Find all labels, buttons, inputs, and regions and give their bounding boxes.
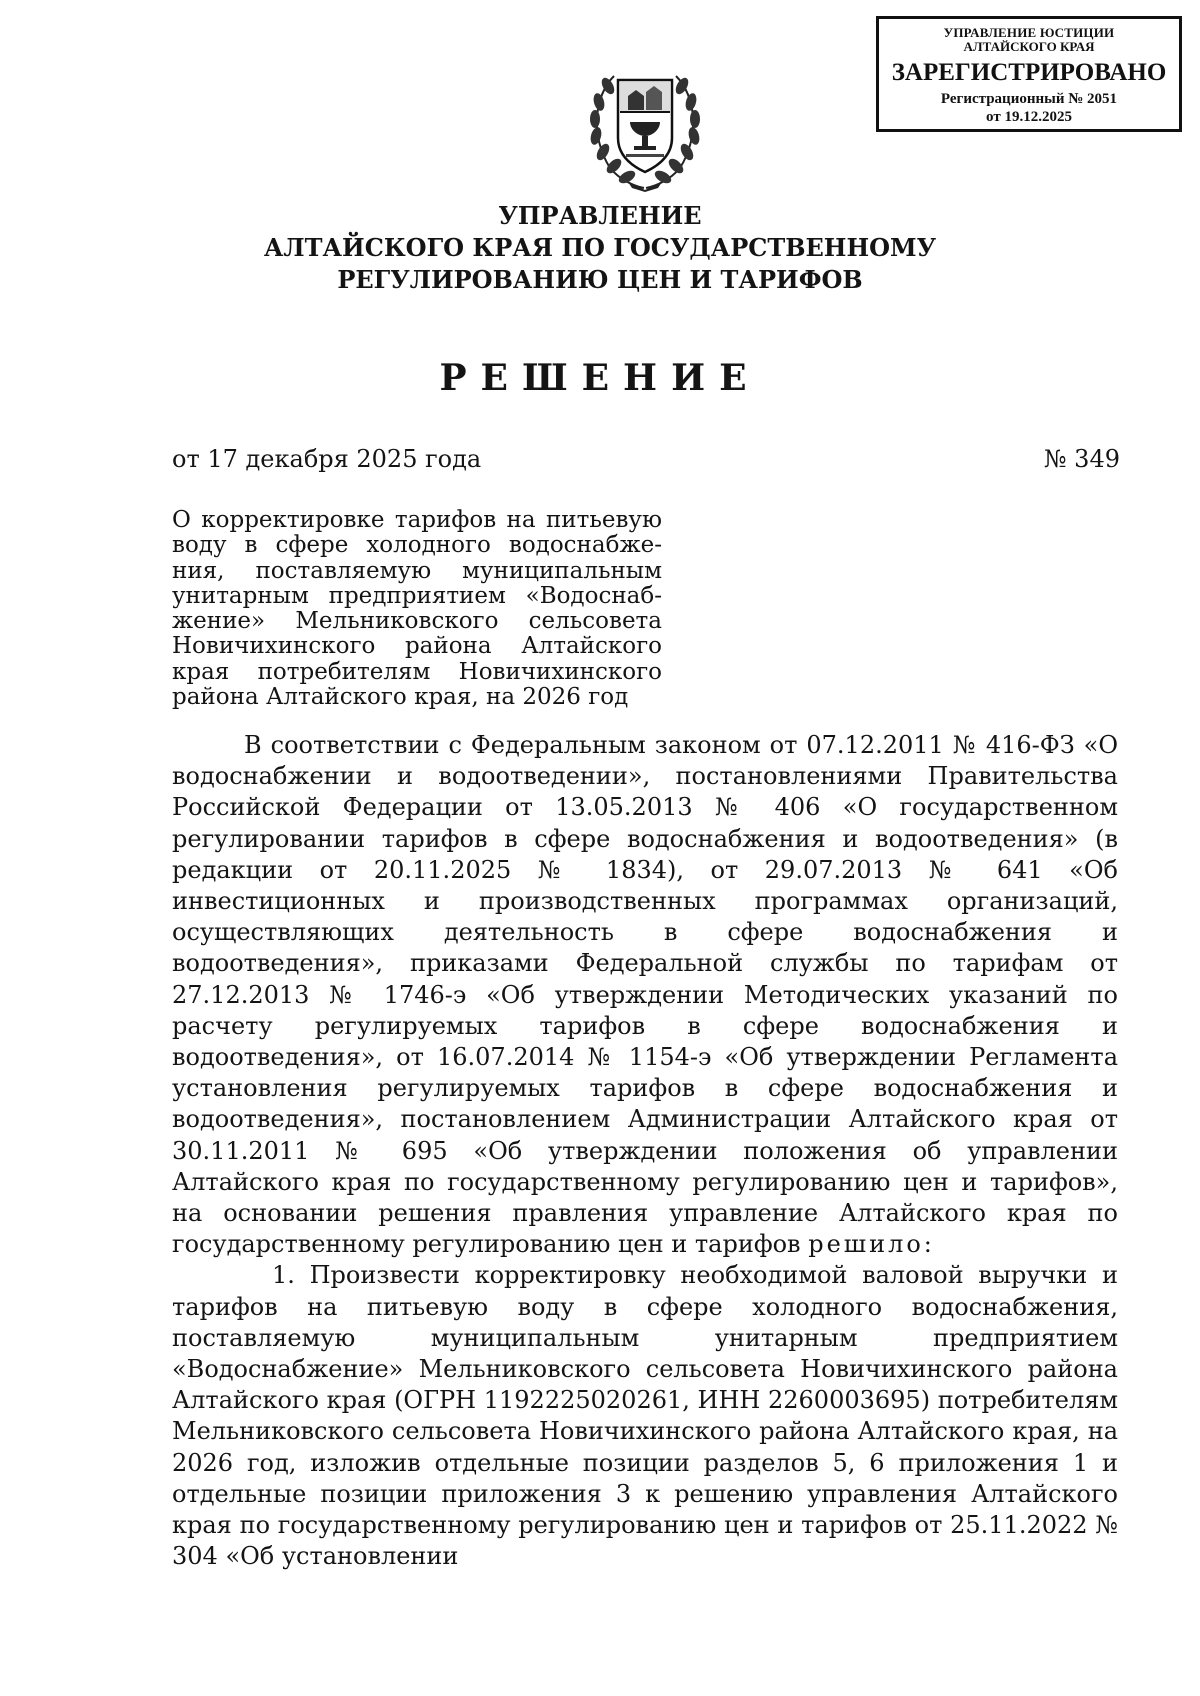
authority-line2: АЛТАЙСКОГО КРАЯ ПО ГОСУДАРСТВЕННОМУ bbox=[263, 233, 937, 262]
authority-line3: РЕГУЛИРОВАНИЮ ЦЕН И ТАРИФОВ bbox=[337, 265, 863, 294]
preamble-text: В соответствии с Федеральным законом от 07.12.2011 № 416-ФЗ «О водоснабжении и водоотведении», постановлениями Правительства Российской Федерации от 13.05.2013 № 406 «О государственном регулировании тарифов в сфере водоснабжения и водоотведения» (в редакции от 20.11.2025 № 1834), от 29.07.2013 № 641 «Об инвестиционных и производственных программах организаций, осуществляющих деятельность в сфере водоснабжения и водоотведения», приказами Федеральной службы по тарифам от 27.12.2013 № 1746-э «Об утверждении Методических указаний по расчету регулируемых тарифов в сфере водоснабжения и водоотведения», от 16.07.2014 № 1154-э «Об утверждении Регламента установления регулируемых тарифов в сфере водоснабжения и водоотведения», постановлением Администрации Алтайского края от 30.11.2011 № 695 «Об утверждении положения об управлении Алтайского края по государственному регулированию цен и тарифов», на основании решения правления управление Алтайского края по государственному регулированию цен и тарифов bbox=[172, 731, 1118, 1259]
stamp-authority-line1: УПРАВЛЕНИЕ ЮСТИЦИИ bbox=[943, 25, 1115, 40]
stamp-registration-number: Регистрационный № 2051 bbox=[940, 91, 1118, 107]
stamp-registration-date: от 19.12.2025 bbox=[986, 109, 1072, 125]
preamble-paragraph bbox=[172, 730, 1118, 1260]
document-title: РЕШЕНИЕ bbox=[439, 357, 761, 399]
authority-heading bbox=[200, 200, 1000, 296]
authority-line1: УПРАВЛЕНИЕ bbox=[498, 201, 702, 230]
item-1-paragraph: 1. Произвести корректировку необходимой валовой выручки и тарифов на питьевую воду в сфере холодного водоснабжения, поставляемую муниципальным унитарным предприятием «Водоснабжение» Мельниковского сельсовета Новичихинского района Алтайского края (ОГРН 1192225020261, ИНН 2260003695) потребителям Мельниковского сельсовета Новичихинского района Алтайского края, на 2026 год, изложив отдельные позиции разделов 5, 6 приложения 1 и отдельные позиции приложения 3 к решению управления Алтайского края по государственному регулированию цен и тарифов от 25.11.2022 № 304 «Об установлении bbox=[172, 1261, 1118, 1571]
stamp-status: ЗАРЕГИСТРИРОВАНО bbox=[891, 59, 1167, 86]
altai-krai-coat-of-arms-icon bbox=[584, 56, 706, 192]
date-number-line bbox=[172, 442, 1120, 476]
document-date: от 17 декабря 2025 года bbox=[172, 445, 482, 473]
registration-stamp bbox=[876, 16, 1182, 132]
document-subject: О корректировке тарифов на питьевую воду в сфере холодного водоснабже-ния, поставляемую муниципальным унитарным предприятием «Водоснаб-жение» Мельниковского сельсовета Новичихинского района Алтайского края потребителям Новичихинского района Алтайского края, на 2026 год bbox=[172, 507, 662, 711]
document-body bbox=[172, 730, 1118, 1572]
stamp-authority-line2: АЛТАЙСКОГО КРАЯ bbox=[963, 39, 1095, 54]
document-number: № 349 bbox=[1043, 445, 1120, 473]
decided-word: решило: bbox=[808, 1230, 935, 1259]
